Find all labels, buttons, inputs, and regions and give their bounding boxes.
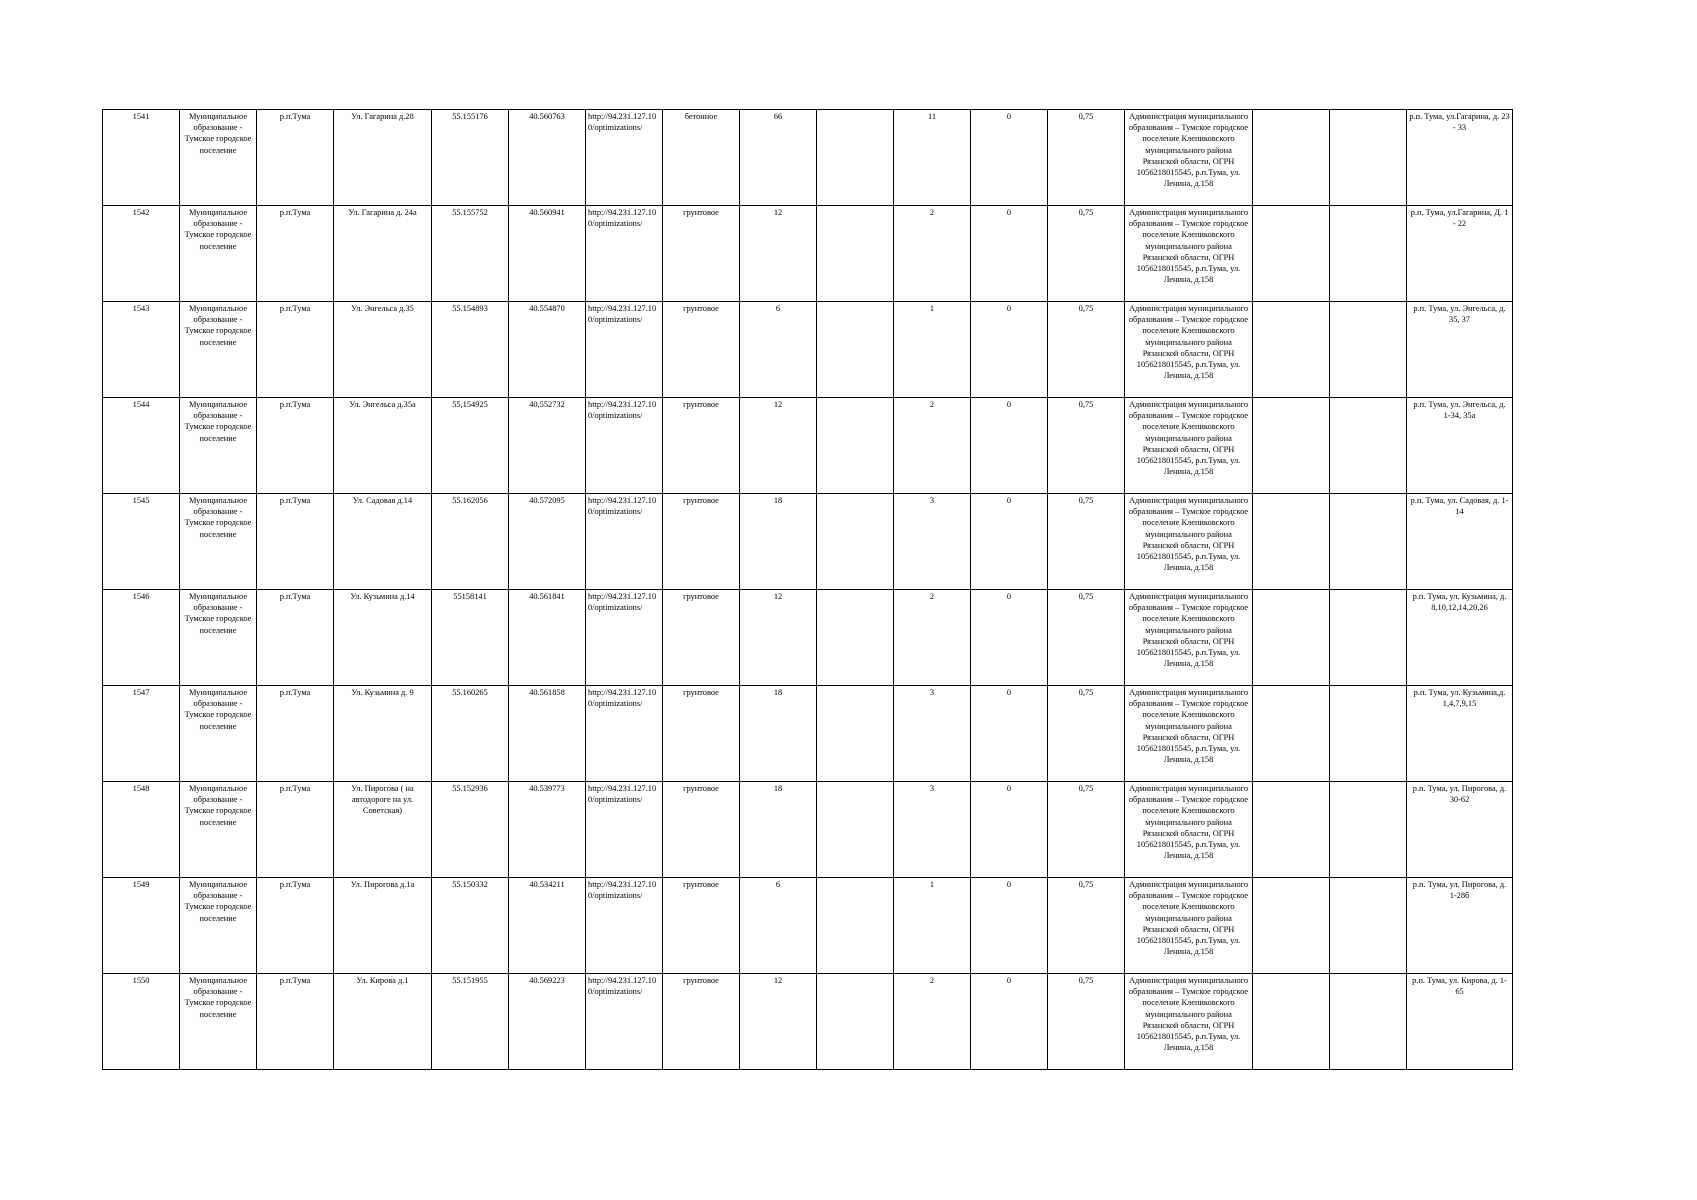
owner-info-cell: Администрация муниципального образования – Тумское городское поселение Клепиковского муниципального района Рязанской области, ОГРН 1056218015545, р.п.Тума, ул. Ленина, д.158 <box>1125 782 1253 878</box>
longitude-cell: 40.539773 <box>509 782 586 878</box>
waste-sources-cell: р.п. Тума, ул. Кузьмина, д. 8,10,12,14,20,26 <box>1407 590 1513 686</box>
empty-cell <box>1253 590 1330 686</box>
owner-info-cell: Администрация муниципального образования – Тумское городское поселение Клепиковского муниципального района Рязанской области, ОГРН 1056218015545, р.п.Тума, ул. Ленина, д.158 <box>1125 878 1253 974</box>
container-volume-cell: 0,75 <box>1048 590 1125 686</box>
planned-containers-cell: 0 <box>971 110 1048 206</box>
waste-sources-cell: р.п. Тума, ул. Кузьмина,д. 1,4,7,9,15 <box>1407 686 1513 782</box>
latitude-cell: 55.152936 <box>432 782 509 878</box>
empty-cell <box>1330 494 1407 590</box>
municipality-cell: Муниципальное образование - Тумское городское поселение <box>180 206 257 302</box>
map-link-cell: http://94.231.127.100/optimizations/ <box>586 686 663 782</box>
street-address-cell: Ул. Садовая д.14 <box>334 494 432 590</box>
map-link-cell: http://94.231.127.100/optimizations/ <box>586 494 663 590</box>
container-volume-cell: 0,75 <box>1048 398 1125 494</box>
map-link-cell: http://94.231.127.100/optimizations/ <box>586 302 663 398</box>
waste-sources-cell: р.п. Тума, ул.Гагарина, Д. 1 - 22 <box>1407 206 1513 302</box>
empty-cell <box>817 398 894 494</box>
waste-sources-cell: р.п. Тума, ул. Энгельса, д. 35, 37 <box>1407 302 1513 398</box>
waste-sites-registry-table <box>102 109 1513 1070</box>
containers-count-cell: 2 <box>894 206 971 302</box>
settlement-cell: р.п.Тума <box>257 686 334 782</box>
settlement-cell: р.п.Тума <box>257 974 334 1070</box>
empty-cell <box>1330 302 1407 398</box>
planned-containers-cell: 0 <box>971 878 1048 974</box>
owner-info-cell: Администрация муниципального образования – Тумское городское поселение Клепиковского муниципального района Рязанской области, ОГРН 1056218015545, р.п.Тума, ул. Ленина, д.158 <box>1125 974 1253 1070</box>
containers-count-cell: 2 <box>894 974 971 1070</box>
waste-sources-cell: р.п. Тума, ул. Садовая, д. 1-14 <box>1407 494 1513 590</box>
surface-type-cell: грунтовое <box>663 878 740 974</box>
surface-type-cell: бетонное <box>663 110 740 206</box>
table-row <box>103 302 1513 398</box>
municipality-cell: Муниципальное образование - Тумское городское поселение <box>180 686 257 782</box>
container-volume-cell: 0,75 <box>1048 110 1125 206</box>
latitude-cell: 55,154925 <box>432 398 509 494</box>
table-row <box>103 398 1513 494</box>
container-volume-cell: 0,75 <box>1048 206 1125 302</box>
container-volume-cell: 0,75 <box>1048 878 1125 974</box>
planned-containers-cell: 0 <box>971 974 1048 1070</box>
site-number-cell: 1543 <box>103 302 180 398</box>
longitude-cell: 40.569223 <box>509 974 586 1070</box>
table-row <box>103 686 1513 782</box>
empty-cell <box>817 878 894 974</box>
settlement-cell: р.п.Тума <box>257 110 334 206</box>
containers-count-cell: 3 <box>894 782 971 878</box>
settlement-cell: р.п.Тума <box>257 590 334 686</box>
empty-cell <box>817 974 894 1070</box>
longitude-cell: 40.561858 <box>509 686 586 782</box>
empty-cell <box>817 782 894 878</box>
planned-containers-cell: 0 <box>971 494 1048 590</box>
settlement-cell: р.п.Тума <box>257 302 334 398</box>
latitude-cell: 55.155752 <box>432 206 509 302</box>
containers-count-cell: 2 <box>894 590 971 686</box>
area-cell: 66 <box>740 110 817 206</box>
street-address-cell: Ул. Кузьмина д. 9 <box>334 686 432 782</box>
waste-sources-cell: р.п. Тума, ул. Кирова, д. 1-65 <box>1407 974 1513 1070</box>
empty-cell <box>817 686 894 782</box>
empty-cell <box>1253 206 1330 302</box>
table-row <box>103 974 1513 1070</box>
empty-cell <box>1330 878 1407 974</box>
site-number-cell: 1549 <box>103 878 180 974</box>
empty-cell <box>817 206 894 302</box>
container-volume-cell: 0,75 <box>1048 494 1125 590</box>
containers-count-cell: 3 <box>894 494 971 590</box>
container-volume-cell: 0,75 <box>1048 302 1125 398</box>
longitude-cell: 40.561841 <box>509 590 586 686</box>
empty-cell <box>1330 110 1407 206</box>
empty-cell <box>1330 686 1407 782</box>
municipality-cell: Муниципальное образование - Тумское городское поселение <box>180 782 257 878</box>
street-address-cell: Ул. Кирова д.1 <box>334 974 432 1070</box>
longitude-cell: 40,552732 <box>509 398 586 494</box>
containers-count-cell: 1 <box>894 878 971 974</box>
waste-sources-cell: р.п. Тума, ул. Энгельса, д. 1-34, 35а <box>1407 398 1513 494</box>
street-address-cell: Ул. Энгельса д.35 <box>334 302 432 398</box>
surface-type-cell: грунтовое <box>663 494 740 590</box>
latitude-cell: 55.160265 <box>432 686 509 782</box>
settlement-cell: р.п.Тума <box>257 398 334 494</box>
site-number-cell: 1547 <box>103 686 180 782</box>
map-link-cell: http://94.231.127.100/optimizations/ <box>586 974 663 1070</box>
settlement-cell: р.п.Тума <box>257 494 334 590</box>
empty-cell <box>1253 398 1330 494</box>
longitude-cell: 40.560763 <box>509 110 586 206</box>
area-cell: 12 <box>740 590 817 686</box>
table-row <box>103 206 1513 302</box>
containers-count-cell: 1 <box>894 302 971 398</box>
surface-type-cell: грунтовое <box>663 206 740 302</box>
empty-cell <box>817 494 894 590</box>
latitude-cell: 55.150332 <box>432 878 509 974</box>
table-row <box>103 110 1513 206</box>
owner-info-cell: Администрация муниципального образования – Тумское городское поселение Клепиковского муниципального района Рязанской области, ОГРН 1056218015545, р.п.Тума, ул. Ленина, д.158 <box>1125 398 1253 494</box>
waste-sources-cell: р.п. Тума, ул. Пирогова, д. 1-28б <box>1407 878 1513 974</box>
street-address-cell: Ул. Кузьмина д.14 <box>334 590 432 686</box>
longitude-cell: 40.560941 <box>509 206 586 302</box>
area-cell: 12 <box>740 398 817 494</box>
container-volume-cell: 0,75 <box>1048 782 1125 878</box>
area-cell: 6 <box>740 878 817 974</box>
municipality-cell: Муниципальное образование - Тумское городское поселение <box>180 974 257 1070</box>
map-link-cell: http://94.231.127.100/optimizations/ <box>586 206 663 302</box>
map-link-cell: http://94.231.127.100/optimizations/ <box>586 878 663 974</box>
empty-cell <box>817 590 894 686</box>
empty-cell <box>1253 878 1330 974</box>
site-number-cell: 1544 <box>103 398 180 494</box>
latitude-cell: 55.151955 <box>432 974 509 1070</box>
latitude-cell: 55.155176 <box>432 110 509 206</box>
street-address-cell: Ул. Энгельса д.35а <box>334 398 432 494</box>
owner-info-cell: Администрация муниципального образования – Тумское городское поселение Клепиковского муниципального района Рязанской области, ОГРН 1056218015545, р.п.Тума, ул. Ленина, д.158 <box>1125 494 1253 590</box>
area-cell: 18 <box>740 494 817 590</box>
longitude-cell: 40.572095 <box>509 494 586 590</box>
longitude-cell: 40.534211 <box>509 878 586 974</box>
area-cell: 6 <box>740 302 817 398</box>
map-link-cell: http://94.231.127.100/optimizations/ <box>586 590 663 686</box>
table-row <box>103 494 1513 590</box>
latitude-cell: 55.154893 <box>432 302 509 398</box>
owner-info-cell: Администрация муниципального образования – Тумское городское поселение Клепиковского муниципального района Рязанской области, ОГРН 1056218015545, р.п.Тума, ул. Ленина, д.158 <box>1125 590 1253 686</box>
containers-count-cell: 11 <box>894 110 971 206</box>
latitude-cell: 55.162056 <box>432 494 509 590</box>
planned-containers-cell: 0 <box>971 206 1048 302</box>
municipality-cell: Муниципальное образование - Тумское городское поселение <box>180 590 257 686</box>
owner-info-cell: Администрация муниципального образования – Тумское городское поселение Клепиковского муниципального района Рязанской области, ОГРН 1056218015545, р.п.Тума, ул. Ленина, д.158 <box>1125 206 1253 302</box>
site-number-cell: 1541 <box>103 110 180 206</box>
area-cell: 18 <box>740 782 817 878</box>
containers-count-cell: 2 <box>894 398 971 494</box>
empty-cell <box>1330 398 1407 494</box>
empty-cell <box>1253 782 1330 878</box>
planned-containers-cell: 0 <box>971 686 1048 782</box>
map-link-cell: http://94.231.127.100/optimizations/ <box>586 782 663 878</box>
area-cell: 18 <box>740 686 817 782</box>
table-row <box>103 782 1513 878</box>
table-row <box>103 590 1513 686</box>
surface-type-cell: грунтовое <box>663 974 740 1070</box>
latitude-cell: 55158141 <box>432 590 509 686</box>
empty-cell <box>1253 494 1330 590</box>
empty-cell <box>1253 110 1330 206</box>
site-number-cell: 1546 <box>103 590 180 686</box>
empty-cell <box>1253 686 1330 782</box>
container-volume-cell: 0,75 <box>1048 686 1125 782</box>
planned-containers-cell: 0 <box>971 782 1048 878</box>
street-address-cell: Ул. Пирогова ( на автодороге на ул. Советская) <box>334 782 432 878</box>
container-volume-cell: 0,75 <box>1048 974 1125 1070</box>
settlement-cell: р.п.Тума <box>257 878 334 974</box>
surface-type-cell: грунтовое <box>663 686 740 782</box>
municipality-cell: Муниципальное образование - Тумское городское поселение <box>180 302 257 398</box>
surface-type-cell: грунтовое <box>663 782 740 878</box>
municipality-cell: Муниципальное образование - Тумское городское поселение <box>180 110 257 206</box>
containers-count-cell: 3 <box>894 686 971 782</box>
empty-cell <box>817 302 894 398</box>
empty-cell <box>1253 302 1330 398</box>
empty-cell <box>817 110 894 206</box>
area-cell: 12 <box>740 206 817 302</box>
empty-cell <box>1330 206 1407 302</box>
owner-info-cell: Администрация муниципального образования – Тумское городское поселение Клепиковского муниципального района Рязанской области, ОГРН 1056218015545, р.п.Тума, ул. Ленина, д.158 <box>1125 302 1253 398</box>
waste-sources-cell: р.п. Тума, ул.Гагарина, д. 23 - 33 <box>1407 110 1513 206</box>
surface-type-cell: грунтовое <box>663 590 740 686</box>
municipality-cell: Муниципальное образование - Тумское городское поселение <box>180 878 257 974</box>
site-number-cell: 1550 <box>103 974 180 1070</box>
site-number-cell: 1548 <box>103 782 180 878</box>
empty-cell <box>1330 782 1407 878</box>
map-link-cell: http://94.231.127.100/optimizations/ <box>586 398 663 494</box>
site-number-cell: 1542 <box>103 206 180 302</box>
empty-cell <box>1330 590 1407 686</box>
planned-containers-cell: 0 <box>971 590 1048 686</box>
surface-type-cell: грунтовое <box>663 398 740 494</box>
longitude-cell: 40.554870 <box>509 302 586 398</box>
area-cell: 12 <box>740 974 817 1070</box>
street-address-cell: Ул. Гагарина д.28 <box>334 110 432 206</box>
street-address-cell: Ул. Пирогова д.1а <box>334 878 432 974</box>
surface-type-cell: грунтовое <box>663 302 740 398</box>
owner-info-cell: Администрация муниципального образования – Тумское городское поселение Клепиковского муниципального района Рязанской области, ОГРН 1056218015545, р.п.Тума, ул. Ленина, д.158 <box>1125 686 1253 782</box>
street-address-cell: Ул. Гагарина д. 24а <box>334 206 432 302</box>
site-number-cell: 1545 <box>103 494 180 590</box>
table-row <box>103 878 1513 974</box>
settlement-cell: р.п.Тума <box>257 782 334 878</box>
waste-sources-cell: р.п. Тума, ул. Пирогова, д. 30-62 <box>1407 782 1513 878</box>
municipality-cell: Муниципальное образование - Тумское городское поселение <box>180 494 257 590</box>
municipality-cell: Муниципальное образование - Тумское городское поселение <box>180 398 257 494</box>
empty-cell <box>1253 974 1330 1070</box>
owner-info-cell: Администрация муниципального образования – Тумское городское поселение Клепиковского муниципального района Рязанской области, ОГРН 1056218015545, р.п.Тума, ул. Ленина, д.158 <box>1125 110 1253 206</box>
registry-table-body <box>103 110 1513 1070</box>
map-link-cell: http://94.231.127.100/optimizations/ <box>586 110 663 206</box>
settlement-cell: р.п.Тума <box>257 206 334 302</box>
empty-cell <box>1330 974 1407 1070</box>
planned-containers-cell: 0 <box>971 302 1048 398</box>
planned-containers-cell: 0 <box>971 398 1048 494</box>
